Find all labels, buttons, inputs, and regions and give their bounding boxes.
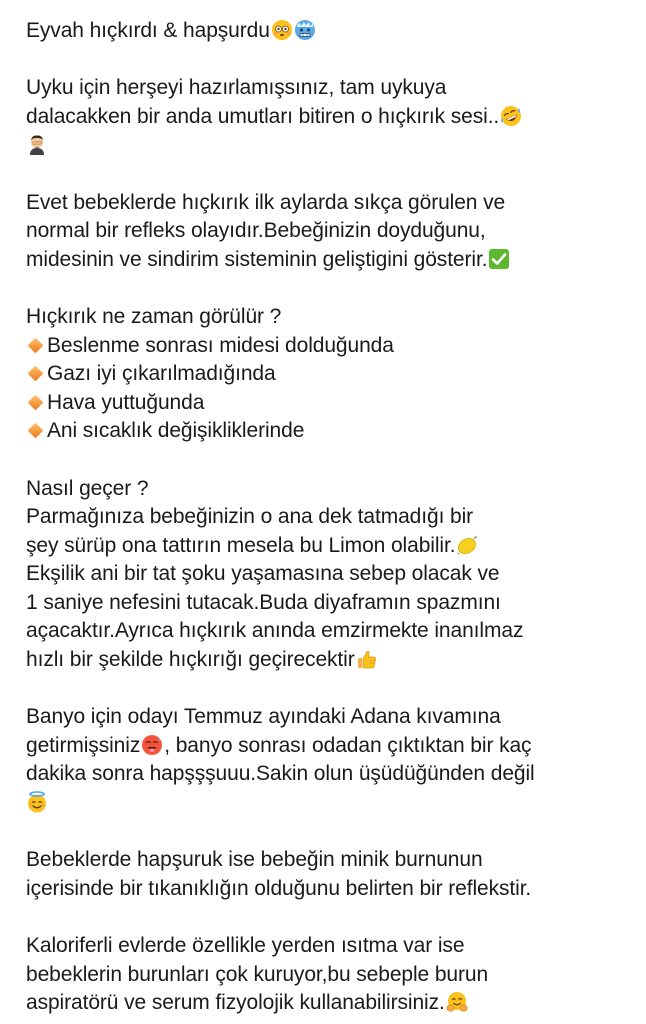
list-item: Gazı iyi çıkarılmadığında (26, 360, 636, 389)
section-heading: Nasıl geçer ? (26, 476, 149, 500)
post-text (26, 17, 636, 1018)
text-line (26, 131, 636, 160)
list-item: Ani sıcaklık değişikliklerinde (26, 417, 636, 446)
text-line: Ekşilik ani bir tat şoku yaşamasına sebep olacak ve (26, 562, 500, 586)
text-line: getirmişsiniz , banyo sonrası odadan çıktıktan bir kaç (26, 733, 532, 757)
facepalm-person-icon (26, 133, 48, 155)
list-item: Beslenme sonrası midesi dolduğunda (26, 332, 636, 361)
lemon-icon (456, 534, 478, 556)
post-title-line (26, 17, 636, 46)
text-line: Banyo için odayı Temmuz ayındaki Adana kıvamına (26, 705, 501, 729)
post-title: Eyvah hıçkırdı & hapşurdu (26, 19, 270, 42)
text-line: Kaloriferli evlerde özellikle yerden ısıtma var ise (26, 934, 465, 957)
text-line: açacaktır.Ayrıca hıçkırık anında emzirmekte inanılmaz (26, 619, 524, 643)
text-line: 1 saniye nefesini tutacak.Buda diyaframın spazmını (26, 590, 501, 614)
hot-face-icon (141, 734, 163, 756)
text-line: dakika sonra hapşşşuuu.Sakin olun üşüdüğünden değil (26, 762, 535, 786)
text-line: şey sürüp ona tattırın mesela bu Limon olabilir. (26, 532, 636, 561)
text-line: içerisinde bir tıkanıklığın olduğunu belirten bir reflekstir. (26, 876, 532, 900)
orange-diamond-icon (28, 366, 44, 382)
hugging-face-icon (446, 991, 468, 1013)
orange-diamond-icon (28, 394, 44, 410)
text-line: Parmağınıza bebeğinizin o ana dek tatmadığı bir (26, 505, 474, 529)
text-line: Uyku için herşeyi hazırlamışsınız, tam uykuya (26, 76, 447, 100)
list-item: Hava yuttuğunda (26, 389, 636, 418)
text-line (26, 789, 636, 818)
check-mark-button-icon (488, 248, 510, 270)
text-line: aspiratörü ve serum fizyolojik kullanabilirsiniz. (26, 989, 636, 1018)
text-line: midesinin ve sindirim sisteminin geliştigini gösterir. (26, 246, 636, 275)
rofl-face-icon (500, 105, 522, 127)
text-line: hızlı bir şekilde hıçkırığı geçirecektir (26, 646, 636, 675)
orange-diamond-icon (28, 423, 44, 439)
thumbs-up-icon (356, 648, 378, 670)
flushed-face-icon (271, 19, 293, 41)
orange-diamond-icon (28, 337, 44, 353)
cold-face-icon (294, 19, 316, 41)
text-line: Bebeklerde hapşuruk ise bebeğin minik burnunun (26, 848, 483, 872)
text-line: dalacakken bir anda umutları bitiren o hıçkırık sesi.. (26, 103, 636, 132)
text-line: normal bir refleks olayıdır.Bebeğinizin doyduğunu, (26, 219, 486, 243)
text-line: bebeklerin burunları çok kuruyor,bu sebeple burun (26, 962, 489, 986)
text-line: Evet bebeklerde hıçkırık ilk aylarda sıkça görulen ve (26, 190, 506, 214)
smiling-face-with-halo-icon (26, 791, 48, 813)
list-heading: Hıçkırık ne zaman görülür ? (26, 304, 282, 328)
